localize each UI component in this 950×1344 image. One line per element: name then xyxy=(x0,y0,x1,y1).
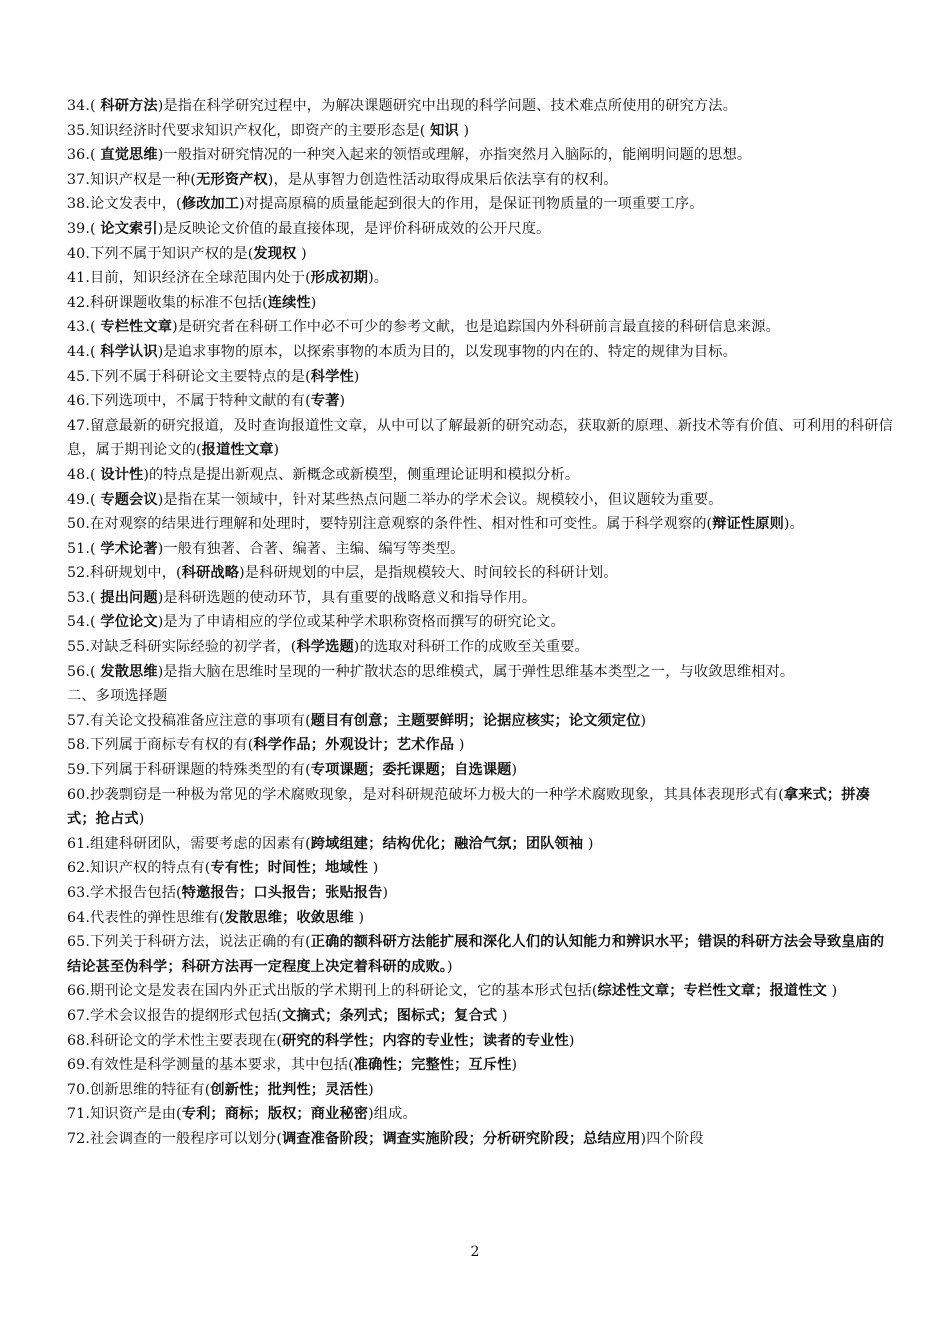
answer-text: 论文索引 xyxy=(100,220,158,237)
question-item xyxy=(67,1053,893,1078)
question-text-tail: )是指大脑在思维时呈现的一种扩散状态的思维模式，属于弹性思维基本类型之一，与收敛思维相对。 xyxy=(157,663,795,680)
question-text: 60.抄袭剽窃是一种极为常见的学术腐败现象，是对科研规范破坏力极大的一种学术腐败现象，其具体表现形式有( xyxy=(67,786,784,803)
question-item xyxy=(67,389,893,414)
question-text: 44.( xyxy=(67,343,101,360)
question-item xyxy=(67,586,893,611)
question-item xyxy=(67,463,893,488)
question-text: 43.( xyxy=(67,319,101,336)
question-text: 55.对缺乏科研实际经验的初学者，( xyxy=(67,639,297,656)
question-text: 72.社会调查的一般程序可以划分( xyxy=(67,1130,283,1147)
answer-text: 综述性文章；专栏性文章；报道性文 xyxy=(597,983,827,1000)
question-text-tail: ) xyxy=(273,442,280,459)
answer-text: 跨域组建；结构优化；融洽气氛；团队领袖 xyxy=(310,835,584,852)
answer-text: 专利；商标；版权；商业秘密 xyxy=(181,1106,369,1123)
question-text: 35.知识经济时代要求知识产权化，即资产的主要形态是( xyxy=(67,122,431,139)
question-text-tail: )一般有独著、合著、编著、主编、编写等类型。 xyxy=(157,540,465,557)
question-item xyxy=(67,783,893,832)
question-item xyxy=(67,119,893,144)
question-item xyxy=(67,906,893,931)
answer-text: 科研战略 xyxy=(181,565,240,582)
question-text-tail: ) xyxy=(382,885,389,901)
question-item xyxy=(67,832,893,857)
question-item xyxy=(67,1029,893,1054)
question-text: 67.学术会议报告的提纲形式包括( xyxy=(67,1007,283,1024)
question-text: 37.知识产权是一种( xyxy=(67,171,197,188)
question-item xyxy=(67,979,893,1004)
question-text-tail: )是反映论文价值的最直接体现，是评价科研成效的公开尺度。 xyxy=(157,220,551,237)
question-text: 34.( xyxy=(67,98,101,114)
question-text-tail: ) xyxy=(511,1057,518,1074)
question-text-tail: )一般指对研究情况的一种突入起来的领悟或理解，亦指突然月入脑际的，能阐明问题的思想。 xyxy=(157,147,752,164)
answer-text: 设计性 xyxy=(100,466,144,483)
question-text-tail: )的特点是提出新观点、新概念或新模型，侧重理论证明和模拟分析。 xyxy=(143,466,580,483)
question-item xyxy=(67,660,893,685)
question-item xyxy=(67,1078,893,1103)
question-text: 46.下列选项中，不属于特种文献的有( xyxy=(67,393,311,410)
question-item xyxy=(67,291,893,316)
answer-text: 文摘式；条列式；图标式；复合式 xyxy=(282,1007,498,1024)
answer-text: 科学选题 xyxy=(296,639,354,656)
question-item xyxy=(67,610,893,635)
answer-text: 科学性 xyxy=(310,368,354,385)
question-item xyxy=(67,1102,893,1127)
answer-text: 直觉思维 xyxy=(100,147,158,164)
answer-text: 科研方法 xyxy=(100,98,158,114)
question-text: 39.( xyxy=(67,220,101,237)
question-item xyxy=(67,340,893,365)
question-item xyxy=(67,561,893,586)
question-item xyxy=(67,242,893,267)
question-text-tail: )四个阶段 xyxy=(640,1130,704,1147)
question-text-tail: )是科研选题的使动环节，具有重要的战略意义和指导作用。 xyxy=(157,589,537,606)
question-text: 65.下列关于科研方法，说法正确的有( xyxy=(67,934,311,951)
answer-text: 提出问题 xyxy=(100,589,158,606)
question-text-tail: ) xyxy=(447,958,453,975)
answer-text: 无形资产权 xyxy=(196,171,268,188)
question-text: 53.( xyxy=(67,589,101,606)
question-text-tail: ) xyxy=(296,245,307,262)
answer-text: 知识 xyxy=(430,122,459,139)
question-text-tail: ) xyxy=(353,368,360,385)
question-text: 54.( xyxy=(67,614,101,631)
answer-text: 科学认识 xyxy=(100,343,158,360)
answer-text: 专项课题；委托课题；自选课题 xyxy=(310,762,512,779)
question-item xyxy=(67,635,893,660)
question-item xyxy=(67,512,893,537)
answer-text: 报道性文章 xyxy=(201,442,274,459)
answer-text: 辩证性原则 xyxy=(712,516,784,533)
question-text-tail: ) xyxy=(310,294,317,311)
question-item xyxy=(67,414,893,463)
question-item xyxy=(67,881,893,906)
question-item xyxy=(67,488,893,513)
question-text: 57.有关论文投稿准备应注意的事项有( xyxy=(67,712,311,729)
answer-text: 形成初期 xyxy=(310,270,369,287)
question-text-tail: )是科研规划的中层，是指规模较大、时间较长的科研计划。 xyxy=(239,565,618,582)
question-text-tail: ) xyxy=(458,122,470,139)
question-text: 64.代表性的弹性思维有( xyxy=(67,909,225,926)
answer-text: 学位论文 xyxy=(100,614,158,631)
question-item xyxy=(67,733,893,758)
question-text-tail: ) xyxy=(826,983,838,1000)
answer-text: 专有性；时间性；地域性 xyxy=(210,860,369,877)
question-text-tail: ) xyxy=(454,737,465,754)
answer-text: 题目有创意；主题要鲜明；论据应核实；论文须定位 xyxy=(310,712,641,729)
question-text-tail: ) xyxy=(138,811,145,828)
question-text: 59.下列属于科研课题的特殊类型的有( xyxy=(67,762,311,779)
question-item xyxy=(67,856,893,881)
question-text-tail: )是指在某一领域中，针对某些热点问题二举办的学术会议。规模较小，但议题较为重要。 xyxy=(157,491,723,508)
question-text: 66.期刊论文是发表在国内外正式出版的学术期刊上的科研论文，它的基本形式包括( xyxy=(67,983,598,1000)
question-text: 58.下列属于商标专有权的有( xyxy=(67,737,254,754)
question-text: 40.下列不属于知识产权的是( xyxy=(67,245,254,262)
question-text-tail: ) xyxy=(497,1007,508,1024)
question-text: 38.论文发表中，( xyxy=(67,196,182,213)
answer-text: 调查准备阶段；调查实施阶段；分析研究阶段；总结应用 xyxy=(282,1130,641,1147)
question-text: 二、多项选择题 xyxy=(67,688,168,705)
question-text-tail: ) xyxy=(339,393,346,410)
answer-text: 正确的额科研方法能扩展和深化人们的认知能力和辨识水平；错误的科研方法会导致皇庙的结论甚至伪科学；科研方法再一定程度上决定着科研的成败。 xyxy=(67,934,885,975)
answer-text: 学术论著 xyxy=(100,540,158,557)
question-item xyxy=(67,168,893,193)
question-item xyxy=(67,365,893,390)
question-text-tail: )是指在科学研究过程中，为解决课题研究中出现的科学问题、技术难点所使用的研究方法。 xyxy=(157,98,737,114)
question-text: 50.在对观察的结果进行理解和处理时，要特别注意观察的条件性、相对性和可变性。属于科学观察的( xyxy=(67,516,713,533)
question-text-tail: )是为了申请相应的学位或某种学术职称资格而撰写的研究论文。 xyxy=(157,614,565,631)
answer-text: 创新性；批判性；灵活性 xyxy=(210,1081,369,1098)
question-item xyxy=(67,709,893,734)
question-item xyxy=(67,537,893,562)
question-item xyxy=(67,315,893,340)
question-text-tail: ) xyxy=(368,860,379,877)
answer-text: 准确性；完整性；互斥性 xyxy=(353,1057,512,1074)
question-text-tail: )的选取对科研工作的成败至关重要。 xyxy=(353,639,589,656)
question-text-tail: )。 xyxy=(783,516,804,533)
question-text: 42.科研课题收集的标准不包括( xyxy=(67,294,268,311)
answer-text: 连续性 xyxy=(267,294,311,311)
page-number: 2 xyxy=(470,1244,480,1260)
question-item xyxy=(67,1004,893,1029)
question-text-tail: )是研究者在科研工作中必不可少的参考文献，也是追踪国内外科研前言最直接的科研信息来源。 xyxy=(172,319,780,336)
question-text-tail: ) xyxy=(640,712,647,729)
question-text: 62.知识产权的特点有( xyxy=(67,860,211,877)
question-item xyxy=(67,94,893,119)
question-text: 51.( xyxy=(67,540,101,557)
answer-text: 修改加工 xyxy=(181,196,240,213)
question-text-tail: )。 xyxy=(368,270,389,287)
answer-text: 研究的科学性；内容的专业性；读者的专业性 xyxy=(282,1032,569,1049)
question-text: 56.( xyxy=(67,663,101,680)
answer-text: 专题会议 xyxy=(100,491,158,508)
question-text: 47.留意最新的研究报道，及时查询报道性文章，从中可以了解最新的研究动态，获取新的原理、新技术等有价值、可利用的科研信息，属于期刊论文的( xyxy=(67,417,893,459)
answer-text: 发散思维；收敛思维 xyxy=(224,909,354,926)
question-text: 61.组建科研团队，需要考虑的因素有( xyxy=(67,835,311,852)
question-text-tail: ) xyxy=(568,1032,575,1049)
question-text: 49.( xyxy=(67,491,101,508)
answer-text: 专栏性文章 xyxy=(100,319,173,336)
question-text: 68.科研论文的学术性主要表现在( xyxy=(67,1032,283,1049)
question-item xyxy=(67,1127,893,1152)
question-text-tail: ) xyxy=(583,835,594,852)
question-text: 52.科研规划中，( xyxy=(67,565,182,582)
document-body xyxy=(67,94,893,1152)
answer-text: 科学作品；外观设计；艺术作品 xyxy=(253,737,455,754)
question-text: 45.下列不属于科研论文主要特点的是( xyxy=(67,368,311,385)
question-text-tail: ) xyxy=(368,1081,374,1098)
section-heading xyxy=(67,684,893,709)
question-item xyxy=(67,758,893,783)
answer-text: 发现权 xyxy=(253,245,297,262)
answer-text: 发散思维 xyxy=(100,663,158,680)
question-text-tail: )对提高原稿的质量能起到很大的作用，是保证刊物质量的一项重要工序。 xyxy=(239,196,704,213)
question-text-tail: )，是从事智力创造性活动取得成果后依法享有的权利。 xyxy=(267,171,618,188)
answer-text: 拿来式；拼凑式；抢占式 xyxy=(67,786,870,828)
question-text: 48.( xyxy=(67,466,101,483)
question-text: 71.知识资产是由( xyxy=(67,1106,182,1123)
question-item xyxy=(67,266,893,291)
question-text-tail: ) xyxy=(353,909,365,926)
question-item xyxy=(67,930,893,979)
question-text: 63.学术报告包括( xyxy=(67,885,182,901)
question-text-tail: ) xyxy=(511,762,518,779)
question-text: 70.创新思维的特征有( xyxy=(67,1081,211,1098)
question-item xyxy=(67,217,893,242)
question-text: 41.目前，知识经济在全球范围内处于( xyxy=(67,270,311,287)
question-item xyxy=(67,192,893,217)
question-item xyxy=(67,143,893,168)
answer-text: 特邀报告；口头报告；张贴报告 xyxy=(181,885,383,901)
answer-text: 专著 xyxy=(310,393,340,410)
question-text: 36.( xyxy=(67,147,101,164)
question-text: 69.有效性是科学测量的基本要求，其中包括( xyxy=(67,1057,354,1074)
question-text-tail: )是追求事物的原本，以探索事物的本质为目的，以发现事物的内在的、特定的规律为目标。 xyxy=(157,343,737,360)
question-text-tail: )组成。 xyxy=(368,1106,417,1123)
